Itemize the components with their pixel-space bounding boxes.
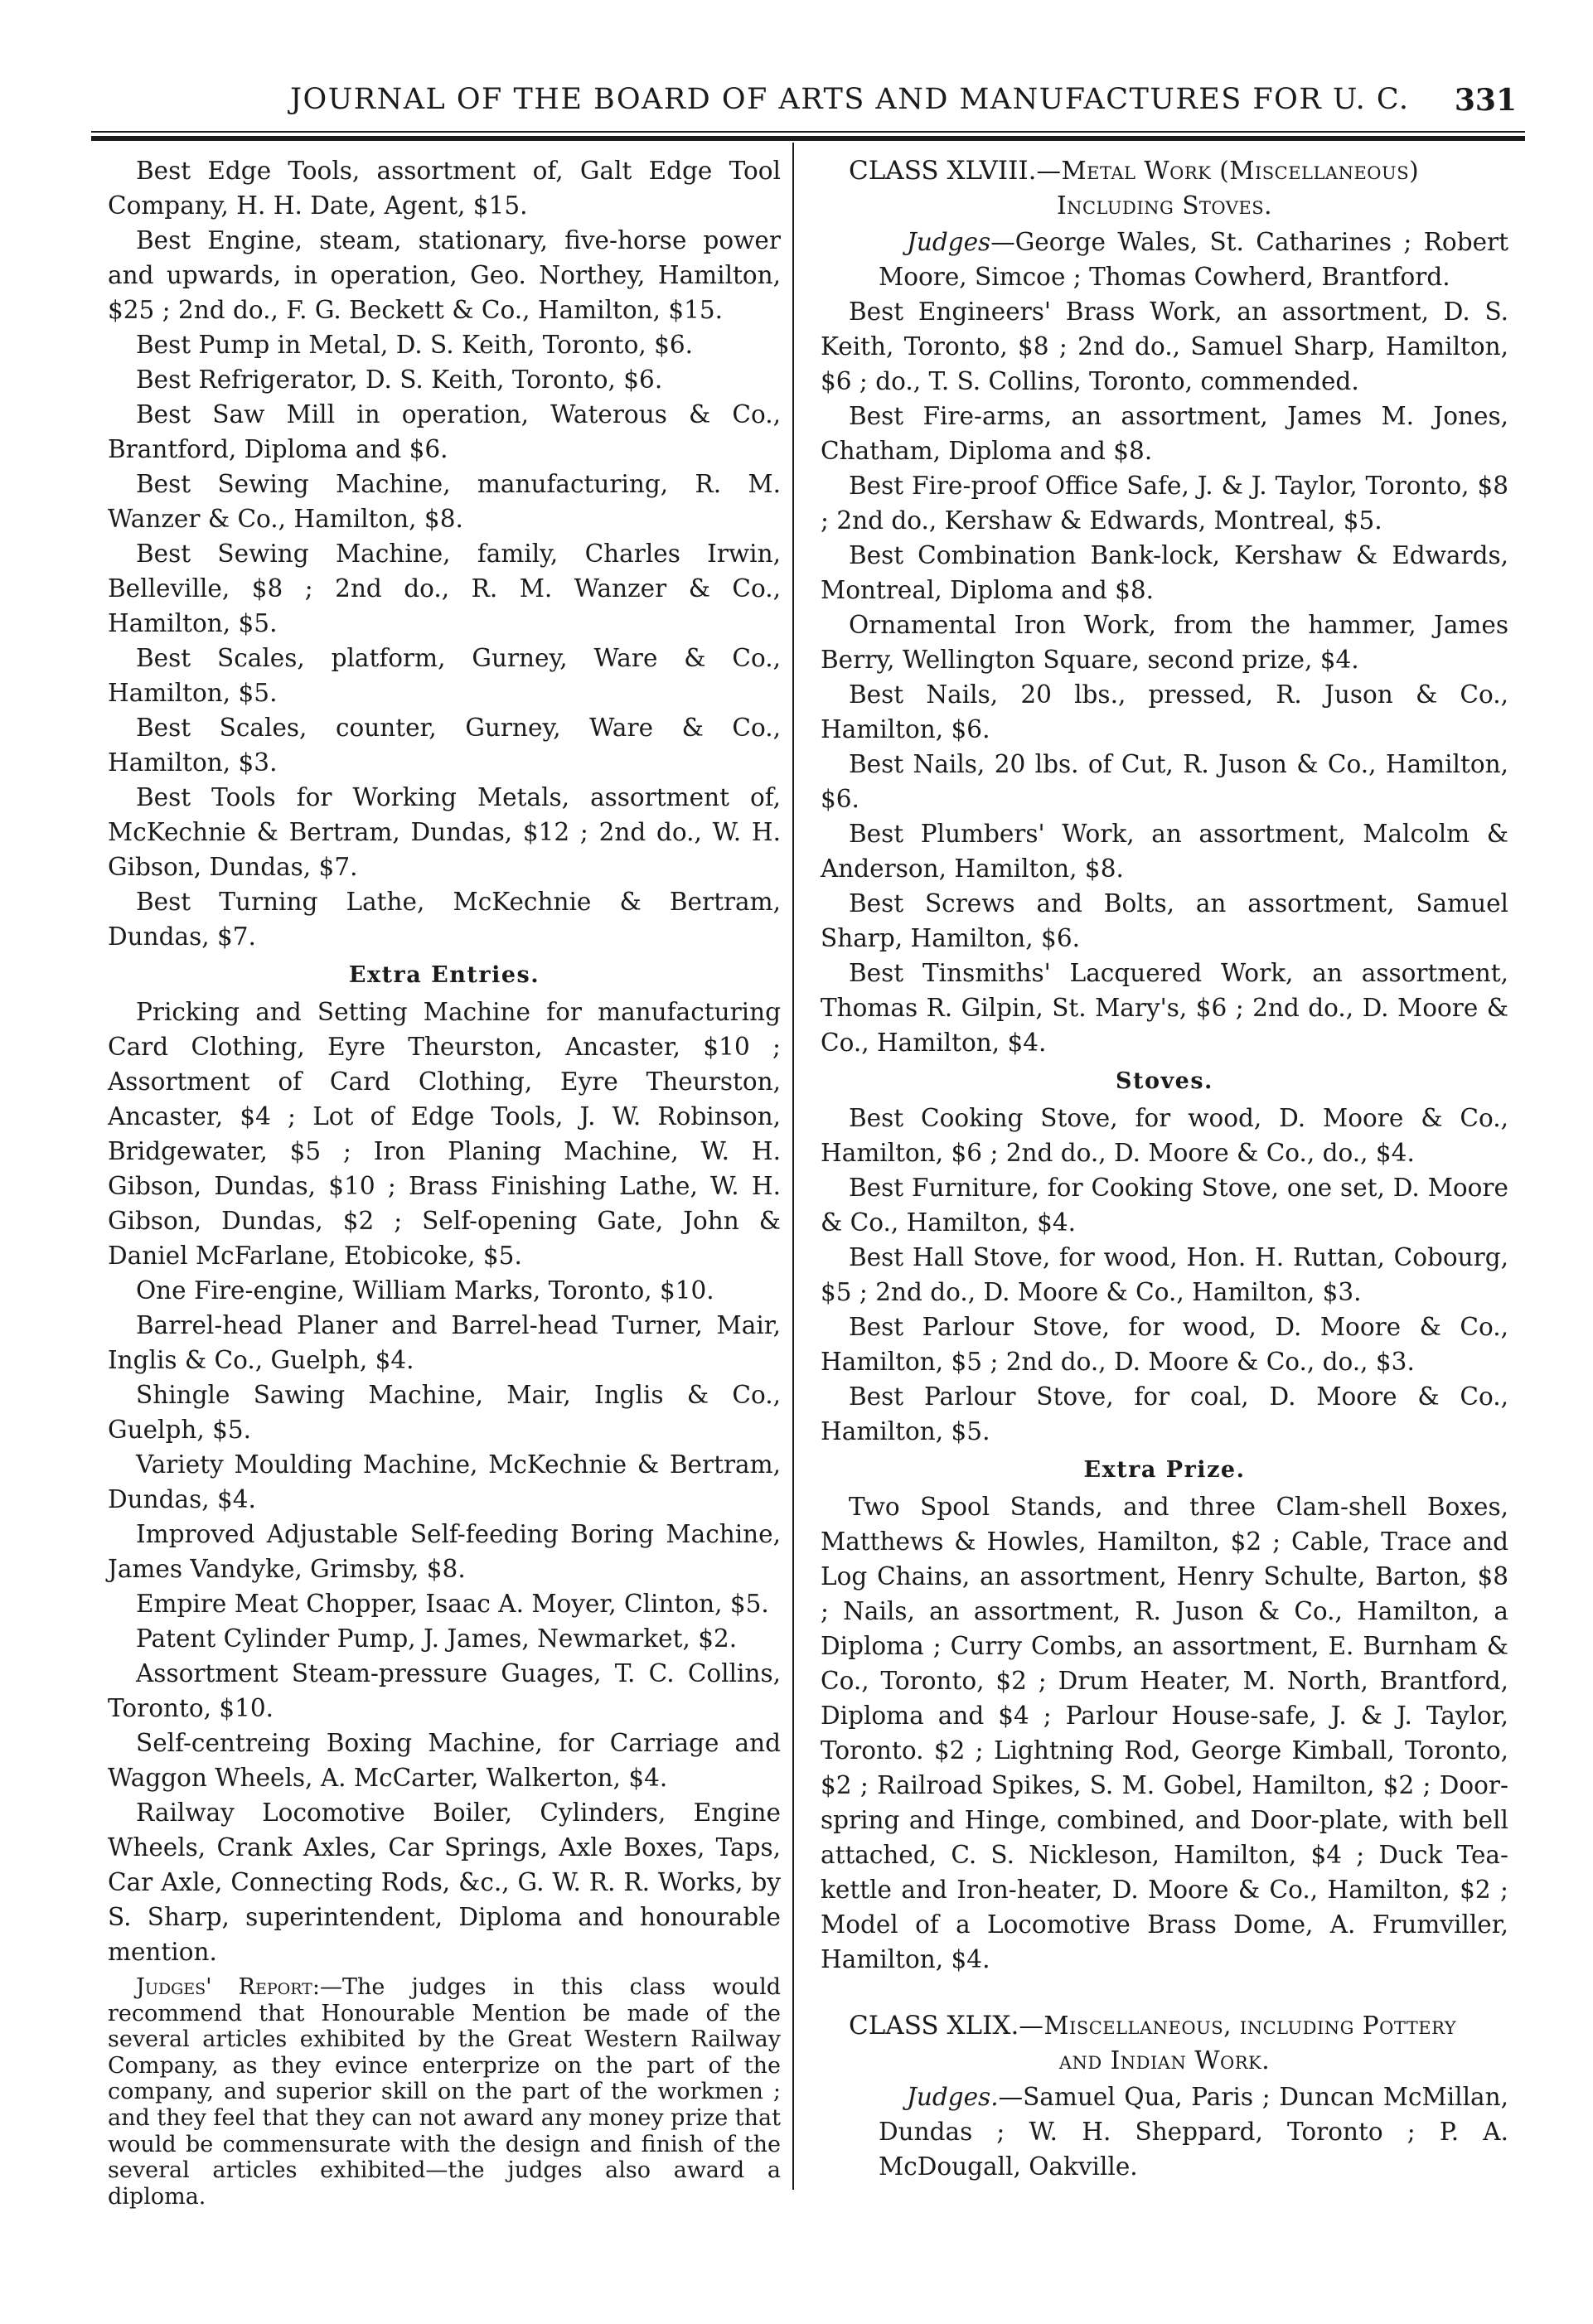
entry-stove-furniture: Best Furniture, for Cooking Stove, one set, D. Moore & Co., Hamilton, $4. <box>821 1174 1508 1237</box>
extra-prize-heading: Extra Prize. <box>1083 1457 1246 1483</box>
class48-heading <box>821 153 1508 188</box>
entry-pump: Best Pump in Metal, D. S. Keith, Toronto, $6. <box>136 331 694 359</box>
entry-bank-lock: Best Combination Bank-lock, Kershaw & Edwards, Montreal, Diploma and $8. <box>821 541 1508 604</box>
entry-nails-cut: Best Nails, 20 lbs. of Cut, R. Juson & Co., Hamilton, $6. <box>821 750 1508 813</box>
class49-judges-text: —Samuel Qua, Paris ; Duncan McMillan, Dundas ; W. H. Sheppard, Toronto ; P. A. McDougall, Oakville. <box>879 2083 1508 2181</box>
class49-title: —Miscellaneous, including Pottery <box>1019 2012 1457 2040</box>
class49-heading <box>821 2008 1508 2043</box>
judges-report <box>108 1974 781 2210</box>
class48-judges <box>821 225 1508 294</box>
extra-entries-heading: Extra Entries. <box>348 962 540 988</box>
section-gap <box>821 1977 1508 2008</box>
extra-prize-text: Two Spool Stands, and three Clam-shell Boxes, Matthews & Howles, Hamilton, $2 ; Cable, Trace and Log Chains, an assortment, Henry Schulte, Barton, $8 ; Nails, an assortment, R. Juson & Co., Hamilton, a Diploma ; Curry Combs, an assortment, E. Burnham & Co., Toronto, $2 ; Drum Heater, M. North, Brantford, Diploma and $4 ; Parlour House-safe, J. & J. Taylor, Toronto. $2 ; Lightning Rod, George Kimball, Toronto, $2 ; Railroad Spikes, S. M. Gobel, Hamilton, $2 ; Door-spring and Hinge, combined, and Door-plate, with bell attached, C. S. Nickleson, Hamilton, $4 ; Duck Tea-kettle and Iron-heater, D. Moore & Co., Hamilton, $2 ; Model of a Locomotive Brass Dome, A. Frumviller, Hamilton, $4. <box>821 1493 1508 1973</box>
entry-scales-platform: Best Scales, platform, Gurney, Ware & Co., Hamilton, $5. <box>108 644 781 707</box>
class48-number: CLASS XLVIII. <box>849 156 1037 186</box>
right-column <box>821 153 1508 2184</box>
entry-sewing-manufacturing: Best Sewing Machine, manufacturing, R. M. Wanzer & Co., Hamilton, $8. <box>108 470 781 533</box>
entry-barrel-head: Barrel-head Planer and Barrel-head Turner, Mair, Inglis & Co., Guelph, $4. <box>108 1311 781 1374</box>
entry-ornamental-iron: Ornamental Iron Work, from the hammer, James Berry, Wellington Square, second prize, $4. <box>821 611 1508 674</box>
entry-tools-metals: Best Tools for Working Metals, assortment of, McKechnie & Bertram, Dundas, $12 ; 2nd do., W. H. Gibson, Dundas, $7. <box>108 783 781 881</box>
entry-nails-pressed: Best Nails, 20 lbs., pressed, R. Juson & Co., Hamilton, $6. <box>821 680 1508 743</box>
stoves-heading: Stoves. <box>1116 1068 1213 1094</box>
entry-boxing-machine: Self-centreing Boxing Machine, for Carriage and Waggon Wheels, A. McCarter, Walkerton, $4. <box>108 1729 781 1792</box>
entry-scales-counter: Best Scales, counter, Gurney, Ware & Co., Hamilton, $3. <box>108 714 781 777</box>
class48-subtitle: Including Stoves. <box>1056 191 1273 220</box>
class49-subtitle: and Indian Work. <box>1058 2046 1271 2075</box>
page-number: 331 <box>1454 83 1517 118</box>
entry-sewing-family: Best Sewing Machine, family, Charles Irwin, Belleville, $8 ; 2nd do., R. M. Wanzer & Co., Hamilton, $5. <box>108 540 781 637</box>
class49-number: CLASS XLIX. <box>849 2011 1019 2041</box>
class49-judges-label: Judges. <box>907 2083 999 2111</box>
entry-steam-guages: Assortment Steam-pressure Guages, T. C. Collins, Toronto, $10. <box>108 1659 781 1722</box>
class48-judges-label: Judges <box>907 228 991 256</box>
header-rule-thin <box>91 131 1525 133</box>
column-divider <box>792 143 794 2190</box>
judges-report-text: —The judges in this class would recommend that Honourable Mention be made of the several articles exhibited by the Great Western Railway Company, as they evince enterprize on the part of the company, and superior skill on the part of the workmen ; and they feel that they can not award any money prize that would be commensurate with the design and finish of the several articles exhibited—the judges also award a diploma. <box>108 1974 781 2210</box>
entry-engine: Best Engine, steam, stationary, five-horse power and upwards, in operation, Geo. Northey, Hamilton, $25 ; 2nd do., F. G. Beckett & Co., Hamilton, $15. <box>108 226 781 324</box>
class48-judges-text: —George Wales, St. Catharines ; Robert Moore, Simcoe ; Thomas Cowherd, Brantford. <box>879 228 1508 291</box>
entry-parlour-stove-wood: Best Parlour Stove, for wood, D. Moore & Co., Hamilton, $5 ; 2nd do., D. Moore & Co., do., $3. <box>821 1313 1508 1376</box>
entry-edge-tools: Best Edge Tools, assortment of, Galt Edge Tool Company, H. H. Date, Agent, $15. <box>108 157 781 220</box>
entry-fire-engine: One Fire-engine, William Marks, Toronto, $10. <box>136 1276 714 1305</box>
entry-pricking-machine: Pricking and Setting Machine for manufacturing Card Clothing, Eyre Theurston, Ancaster, $10 ; Assortment of Card Clothing, Eyre Theurston, Ancaster, $4 ; Lot of Edge Tools, J. W. Robinson, Bridgewater, $5 ; Iron Planing Machine, W. H. Gibson, Dundas, $10 ; Brass Finishing Lathe, W. H. Gibson, Dundas, $2 ; Self-opening Gate, John & Daniel McFarlane, Etobicoke, $5. <box>108 998 781 1270</box>
judges-report-label: Judges' Report: <box>136 1974 320 2000</box>
header-rule-thick <box>91 136 1525 141</box>
entry-office-safe: Best Fire-proof Office Safe, J. & J. Taylor, Toronto, $8 ; 2nd do., Kershaw & Edwards, Montreal, $5. <box>821 472 1508 535</box>
entry-locomotive-boiler: Railway Locomotive Boiler, Cylinders, Engine Wheels, Crank Axles, Car Springs, Axle Boxes, Taps, Car Axle, Connecting Rods, &c., G. W. R. R. Works, by S. Sharp, superintendent, Diploma and honourable mention. <box>108 1799 781 1966</box>
journal-title: JOURNAL OF THE BOARD OF ARTS AND MANUFACTURES FOR U. C. <box>290 83 1410 116</box>
entry-saw-mill: Best Saw Mill in operation, Waterous & Co., Brantford, Diploma and $6. <box>108 400 781 463</box>
entry-boring-machine: Improved Adjustable Self-feeding Boring Machine, James Vandyke, Grimsby, $8. <box>108 1520 781 1583</box>
entry-cooking-stove: Best Cooking Stove, for wood, D. Moore & Co., Hamilton, $6 ; 2nd do., D. Moore & Co., do., $4. <box>821 1104 1508 1167</box>
entry-refrigerator: Best Refrigerator, D. S. Keith, Toronto, $6. <box>136 366 663 394</box>
entry-plumbers-work: Best Plumbers' Work, an assortment, Malcolm & Anderson, Hamilton, $8. <box>821 820 1508 883</box>
entry-cylinder-pump: Patent Cylinder Pump, J. James, Newmarket, $2. <box>136 1624 738 1653</box>
entry-screws-bolts: Best Screws and Bolts, an assortment, Samuel Sharp, Hamilton, $6. <box>821 889 1508 952</box>
entry-variety-moulding: Variety Moulding Machine, McKechnie & Bertram, Dundas, $4. <box>108 1450 781 1513</box>
entry-fire-arms: Best Fire-arms, an assortment, James M. Jones, Chatham, Diploma and $8. <box>821 402 1508 465</box>
entry-meat-chopper: Empire Meat Chopper, Isaac A. Moyer, Clinton, $5. <box>136 1590 769 1618</box>
left-column <box>108 153 781 2210</box>
entry-shingle-sawing: Shingle Sawing Machine, Mair, Inglis & Co., Guelph, $5. <box>108 1381 781 1444</box>
entry-hall-stove: Best Hall Stove, for wood, Hon. H. Ruttan, Cobourg, $5 ; 2nd do., D. Moore & Co., Hamilton, $3. <box>821 1243 1508 1306</box>
entry-parlour-stove-coal: Best Parlour Stove, for coal, D. Moore & Co., Hamilton, $5. <box>821 1382 1508 1445</box>
running-head <box>116 83 1517 133</box>
class49-judges <box>821 2079 1508 2184</box>
class48-title: —Metal Work (Miscellaneous) <box>1036 157 1420 185</box>
entry-brass-work: Best Engineers' Brass Work, an assortment, D. S. Keith, Toronto, $8 ; 2nd do., Samuel Sharp, Hamilton, $6 ; do., T. S. Collins, Toronto, commended. <box>821 298 1508 395</box>
entry-tinsmiths-work: Best Tinsmiths' Lacquered Work, an assortment, Thomas R. Gilpin, St. Mary's, $6 ; 2nd do., D. Moore & Co., Hamilton, $4. <box>821 959 1508 1057</box>
entry-turning-lathe: Best Turning Lathe, McKechnie & Bertram, Dundas, $7. <box>108 888 781 951</box>
